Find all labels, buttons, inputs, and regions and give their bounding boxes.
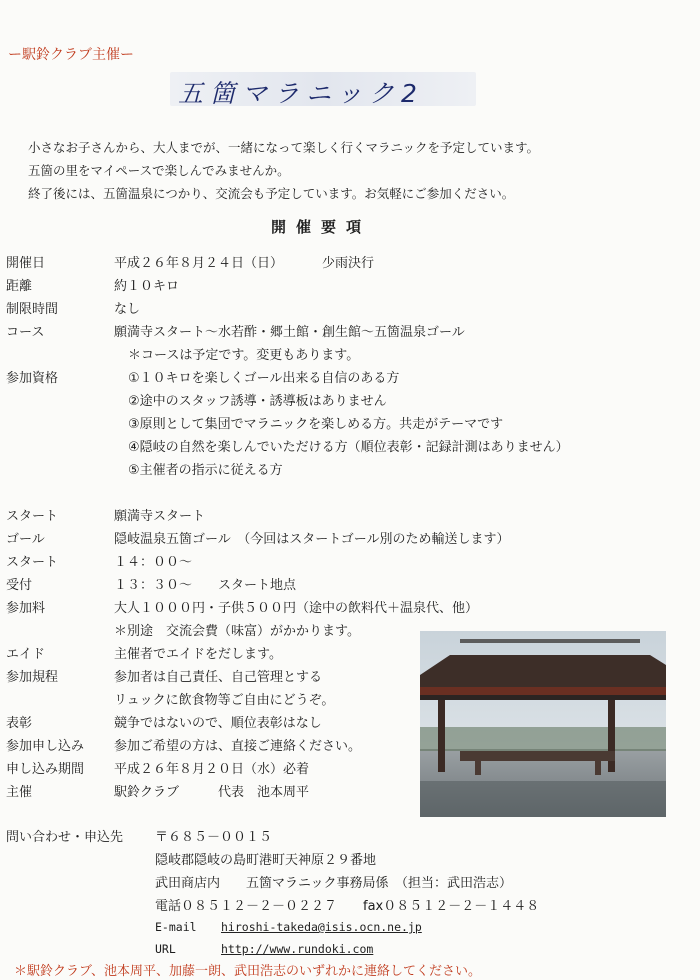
url-label: URL [155, 942, 176, 956]
contact-postal: 〒６８５－００１５ [155, 830, 273, 845]
contact-office: 武田商店内 五箇マラニック事務局係 （担当：武田浩志） [155, 876, 512, 891]
eligibility-item: ④隠岐の自然を楽しんでいただける方（順位表彰・記録計測はありません） [128, 440, 569, 455]
email-label: E-mail [155, 920, 197, 934]
eligibility-item: ③原則として集団でマラニックを楽しめる方。共走がテーマです [128, 417, 504, 432]
award-label: 表彰 [6, 716, 33, 731]
reception-label: 受付 [6, 578, 33, 593]
date-note: 少雨決行 [322, 256, 375, 271]
fee-value: 大人１０００円・子供５００円（途中の飲料代＋温泉代、他） [114, 601, 479, 616]
course-label: コース [6, 325, 45, 340]
intro-line-3: 終了後には、五箇温泉につかり、交流会も予定しています。お気軽にご参加ください。 [28, 186, 515, 201]
fee-note: ＊別途 交流会費（味富）がかかります。 [114, 624, 360, 639]
goal-label: ゴール [6, 532, 45, 547]
distance-value: 約１０キロ [114, 279, 180, 294]
course-note: ＊コースは予定です。変更もあります。 [128, 348, 360, 363]
start-place-label: スタート [6, 509, 59, 524]
intro-line-2: 五箇の里をマイペースで楽しんでみませんか。 [28, 163, 290, 178]
application-label: 参加申し込み [6, 739, 85, 754]
rules-label: 参加規程 [6, 670, 59, 685]
section-heading: 開催要項 [271, 218, 372, 236]
goal-value: 隠岐温泉五箇ゴール （今回はスタートゴール別のため輸送します） [114, 532, 510, 547]
time-limit-value: なし [114, 302, 141, 317]
sponsor-line: ー駅鈴クラブ主催ー [8, 47, 134, 63]
award-value: 競争ではないので、順位表彰はなし [114, 716, 322, 731]
eligibility-item: ②途中のスタッフ誘導・誘導板はありません [128, 394, 387, 409]
footer-note: ＊駅鈴クラブ、池本周平、加藤一朗、武田浩志のいずれかに連絡してください。 [14, 964, 481, 979]
organizer-value: 駅鈴クラブ 代表 池本周平 [114, 785, 310, 800]
reception-value: １３：３０～ スタート地点 [114, 578, 297, 593]
start-time-label: スタート [6, 555, 59, 570]
contact-address: 隠岐郡隠岐の島町港町天神原２９番地 [155, 853, 377, 868]
application-value: 参加ご希望の方は、直接ご連絡ください。 [114, 739, 362, 754]
deadline-value: 平成２６年８月２０日（水）必着 [114, 762, 310, 777]
rules-note: リュックに飲食物等ご自由にどうぞ。 [114, 693, 335, 708]
organizer-label: 主催 [6, 785, 33, 800]
deadline-label: 申し込み期間 [6, 762, 85, 777]
start-time-value: １４：００～ [114, 555, 193, 570]
time-limit-label: 制限時間 [6, 302, 59, 317]
fee-label: 参加料 [6, 601, 46, 616]
date-value: 平成２６年８月２４日（日） [114, 256, 284, 271]
url-link[interactable]: http://www.rundoki.com [221, 942, 374, 956]
start-place-value: 願満寺スタート [114, 509, 206, 524]
distance-label: 距離 [6, 279, 33, 294]
contact-label: 問い合わせ・申込先 [6, 830, 124, 845]
course-value: 願満寺スタート～水若酢・郷土館・創生館～五箇温泉ゴール [114, 325, 465, 340]
pavilion-photo [420, 631, 666, 817]
aid-label: エイド [6, 647, 46, 662]
date-label: 開催日 [6, 256, 46, 271]
email-link[interactable]: hiroshi-takeda@isis.ocn.ne.jp [221, 920, 422, 934]
aid-value: 主催者でエイドをだします。 [114, 647, 282, 662]
page-title: 五箇マラニック2 [178, 79, 424, 108]
rules-value: 参加者は自己責任、自己管理とする [114, 670, 323, 685]
eligibility-item: ⑤主催者の指示に従える方 [128, 463, 283, 478]
contact-phone: 電話０８５１２－２－０２２７ fax０８５１２－２－１４４８ [155, 899, 540, 914]
eligibility-item: ①１０キロを楽しくゴール出来る自信のある方 [128, 371, 400, 386]
eligibility-label: 参加資格 [6, 371, 59, 386]
intro-line-1: 小さなお子さんから、大人までが、一緒になって楽しく行くマラニックを予定しています。 [28, 140, 540, 155]
